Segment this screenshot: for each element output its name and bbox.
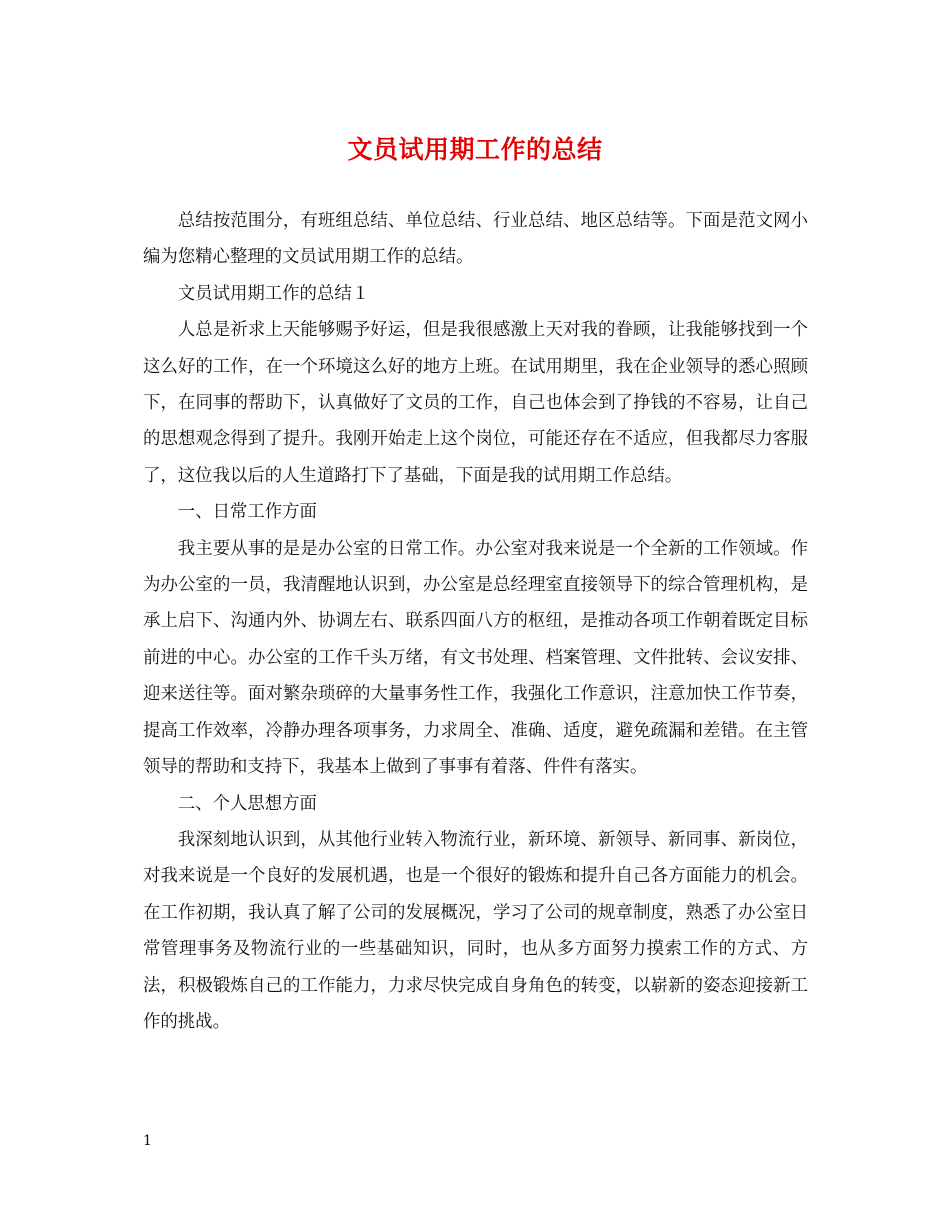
- intro-paragraph: 总结按范围分，有班组总结、单位总结、行业总结、地区总结等。下面是范文网小编为您精心整理的文员试用期工作的总结。: [143, 211, 808, 268]
- body-paragraph: 我深刻地认识到，从其他行业转入物流行业，新环境、新领导、新同事、新岗位，对我来说是一个良好的发展机遇，也是一个很好的锻炼和提升自己各方面能力的机会。在工作初期，我认真了解了公司的发展概况，学习了公司的规章制度，熟悉了办公室日常管理事务及物流行业的一些基础知识，同时，也从多方面努力摸索工作的方式、方法，积极锻炼自己的工作能力，力求尽快完成自身角色的转变，以崭新的姿态迎接新工作的挑战。: [143, 829, 808, 1032]
- document-body: [143, 203, 808, 1040]
- body-paragraph: 我主要从事的是是办公室的日常工作。办公室对我来说是一个全新的工作领域。作为办公室的一员，我清醒地认识到，办公室是总经理室直接领导下的综合管理机构，是承上启下、沟通内外、协调左右、联系四面八方的枢纽，是推动各项工作朝着既定目标前进的中心。办公室的工作千头万绪，有文书处理、档案管理、文件批转、会议安排、迎来送往等。面对繁杂琐碎的大量事务性工作，我强化工作意识，注意加快工作节奏，提高工作效率，冷静办理各项事务，力求周全、准确、适度，避免疏漏和差错。在主管领导的帮助和支持下，我基本上做到了事事有着落、件件有落实。: [143, 538, 808, 778]
- body-paragraph: 人总是祈求上天能够赐予好运，但是我很感激上天对我的眷顾，让我能够找到一个这么好的工作，在一个环境这么好的地方上班。在试用期里，我在企业领导的悉心照顾下，在同事的帮助下，认真做好了文员的工作，自己也体会到了挣钱的不容易，让自己的思想观念得到了提升。我刚开始走上这个岗位，可能还存在不适应，但我都尽力客服了，这位我以后的人生道路打下了基础，下面是我的试用期工作总结。: [143, 320, 808, 486]
- section-heading-summary-1: 文员试用期工作的总结１: [177, 283, 370, 304]
- section-heading-daily-work: 一、日常工作方面: [177, 502, 317, 523]
- section-heading-personal-thought: 二、个人思想方面: [177, 793, 317, 814]
- page-number: 1: [143, 1133, 152, 1149]
- document-title: 文员试用期工作的总结: [347, 135, 603, 164]
